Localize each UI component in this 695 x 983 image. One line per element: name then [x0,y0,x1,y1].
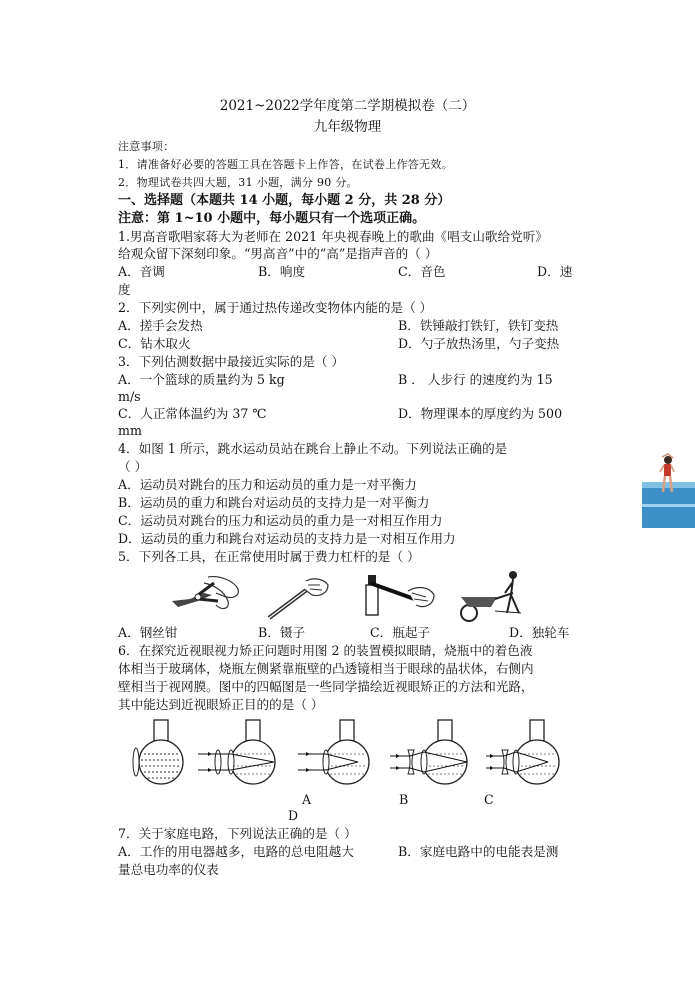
page-title: 2021~2022学年度第二学期模拟卷（二） [219,98,476,114]
q2-option-a: A．搓手会发热 [118,318,203,333]
tweezers-image [262,573,332,621]
q5-option-c: C．瓶起子 [370,625,431,640]
notice-item-1: 1．请准备好必要的答题工具在答题卡上作答，在试卷上作答无效。 [118,158,453,171]
q4-line-1: 4．如图 1 所示，跳水运动员站在跳台上静止不动。下列说法正确的是 [118,441,508,456]
q6-line-4: 其中能达到近视眼矫正目的的是（ ） [118,697,324,712]
notice-item-2: 2．物理试卷共四大题，31 小题，满分 90 分。 [118,176,358,189]
eye-model-figure [128,718,200,788]
q1-option-a: A．音调 [118,264,165,279]
q2-option-d: D．勺子放热汤里，勺子变热 [398,336,560,351]
flask-diagram-a [196,718,296,788]
q3-option-d: D．物理课本的厚度约为 500 [398,406,563,421]
q1-line-4: 度 [118,282,131,297]
q4-option-d: D．运动员的重力和跳台对运动员的支持力是一对相互作用力 [118,531,456,546]
q7-stem: 7．关于家庭电路，下列说法正确的是（ ） [118,826,357,841]
q5-option-d: D．独轮车 [509,625,570,640]
flask-diagram-d [484,718,576,788]
q4-option-c: C．运动员对跳台的压力和运动员的重力是一对相互作用力 [118,513,443,528]
q1-option-b: B．响度 [258,264,306,279]
q6-line-1: 6．在探究近视眼视力矫正问题时用图 2 的装置模拟眼睛，烧瓶中的着色液 [118,643,533,658]
q1-line-2: 给观众留下深刻印象。“男高音”中的“高”是指声音的（ ） [118,246,438,261]
section-title: 一、选择题（本题共 14 小题，每小题 2 分，共 28 分） [118,193,451,208]
page-subtitle: 九年级物理 [313,119,382,135]
q3-option-a: A．一个篮球的质量约为 5 kg [118,372,285,387]
pliers-image [168,571,243,621]
flask-diagram-c [388,718,484,788]
q1-option-c: C．音色 [398,264,446,279]
q2-option-c: C．钻木取火 [118,336,191,351]
q2-stem: 2．下列实例中，属于通过热传递改变物体内能的是（ ） [118,300,433,315]
q4-option-b: B．运动员的重力和跳台对运动员的支持力是一对平衡力 [118,495,430,510]
q7-option-b-cont: 量总电功率的仪表 [118,862,219,877]
notice-heading: 注意事项： [118,140,175,153]
q5-option-b: B．镊子 [258,625,306,640]
figure-label-a: A [302,792,312,807]
q1-option-d: D．速 [537,264,573,279]
diver-figure [642,452,695,528]
q4-line-2: （ ） [118,459,148,474]
q5-option-a: A．钢丝钳 [118,625,178,640]
q3-option-b-cont: m/s [118,389,141,404]
section-note: 注意：第 1~10 小题中，每小题只有一个选项正确。 [118,211,426,226]
q6-line-3: 壁相当于视网膜。图中的四幅图是一些同学描绘近视眼矫正的方法和光路， [118,679,534,694]
q7-option-b: B．家庭电路中的电能表是测 [398,844,559,859]
q3-option-d-cont: mm [118,423,142,438]
flask-diagram-b [296,718,386,788]
figure-label-d: D [288,808,299,823]
q3-option-b: B ． 人步行 的速度约为 15 [398,372,553,387]
q4-option-a: A．运动员对跳台的压力和运动员的重力是一对平衡力 [118,477,417,492]
bottle-opener-image [358,571,438,623]
q2-option-b: B．铁锤敲打铁钉，铁钉变热 [398,318,559,333]
q1-line-1: 1.男高音歌唱家蒋大为老师在 2021 年央视春晚上的歌曲《唱支山歌给党听》 [118,229,548,244]
q3-stem: 3．下列估测数据中最接近实际的是（ ） [118,354,345,369]
q6-line-2: 体相当于玻璃体，烧瓶左侧紧靠瓶壁的凸透镜相当于眼球的晶状体，右侧内 [118,661,534,676]
q5-stem: 5．下列各工具，在正常使用时属于费力杠杆的是（ ） [118,549,420,564]
q7-option-a: A．工作的用电器越多，电路的总电阻越大 [118,844,354,859]
figure-label-b: B [399,792,409,807]
q3-option-c: C．人正常体温约为 37 ℃ [118,406,267,421]
wheelbarrow-image [455,567,525,625]
figure-label-c: C [484,792,494,807]
